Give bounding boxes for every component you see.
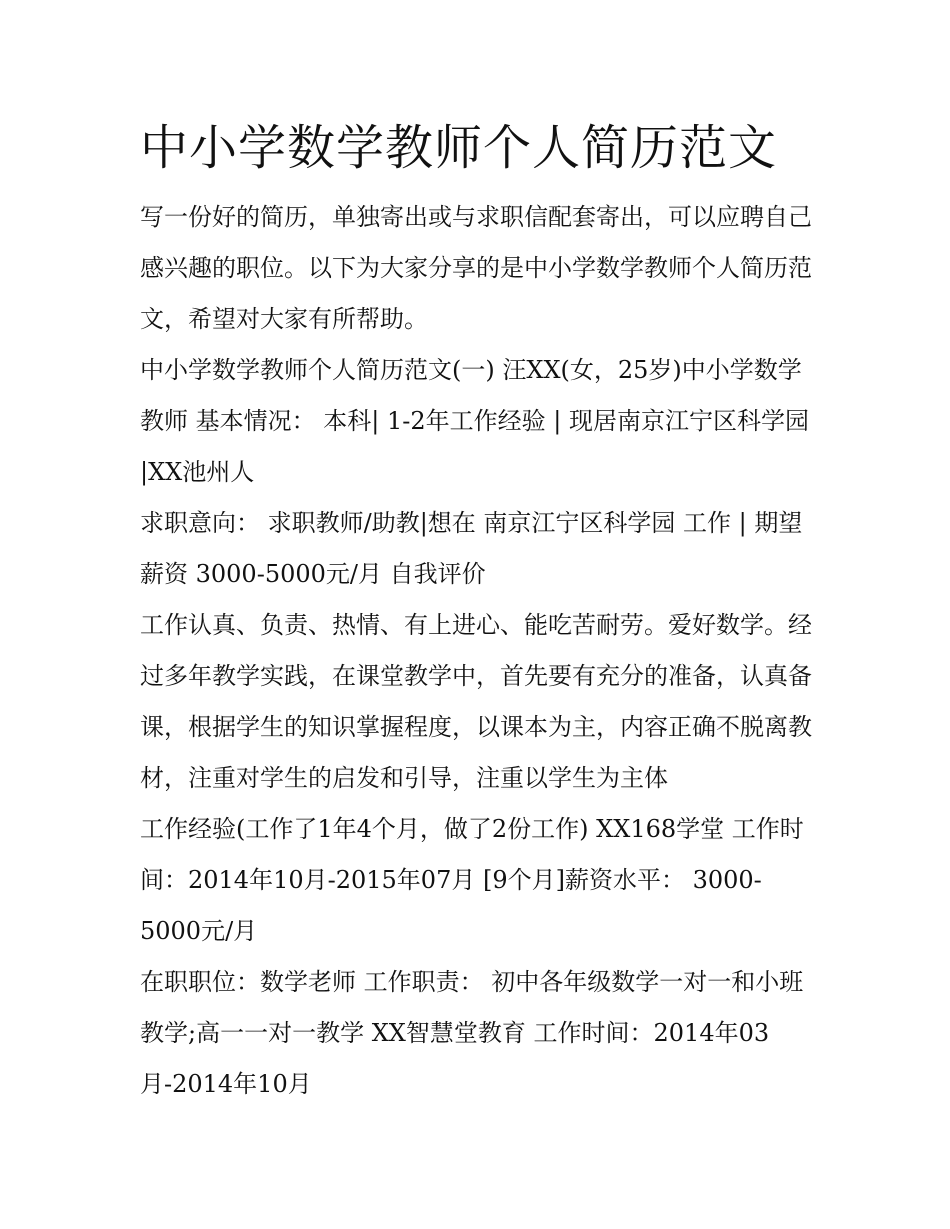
paragraph-work-experience: 工作经验(工作了1年4个月，做了2份工作) XX168学堂 工作时间：2014年10月-2015年07月 [9个月]薪资水平： 3000-5000元/月 <box>140 815 804 945</box>
paragraph-position: 在职职位：数学老师 工作职责： 初中各年级数学一对一和小班教学;高一一对一教学 XX智慧堂教育 工作时间：2014年03月-2014年10月 <box>140 968 804 1098</box>
paragraph-job-intention: 求职意向： 求职教师/助教|想在 南京江宁区科学园 工作 | 期望薪资 3000-5000元/月 自我评价 <box>140 509 803 588</box>
document-title: 中小学数学教师个人简历范文 <box>140 120 778 176</box>
paragraph-intro: 写一份好的简历，单独寄出或与求职信配套寄出，可以应聘自己感兴趣的职位。以下为大家分享的是中小学数学教师个人简历范文，希望对大家有所帮助。 <box>140 203 812 333</box>
paragraph-self-evaluation: 工作认真、负责、热情、有上进心、能吃苦耐劳。爱好数学。经过多年教学实践，在课堂教学中，首先要有充分的准备，认真备课，根据学生的知识掌握程度，以课本为主，内容正确不脱离教材，注重对学生的启发和引导，注重以学生为主体 <box>140 611 812 792</box>
document-body <box>140 112 820 1110</box>
paragraph-basic-info: 中小学数学教师个人简历范文(一) 汪XX(女，25岁)中小学数学教师 基本情况： 本科| 1-2年工作经验 | 现居南京江宁区科学园 |XX池州人 <box>140 356 809 486</box>
